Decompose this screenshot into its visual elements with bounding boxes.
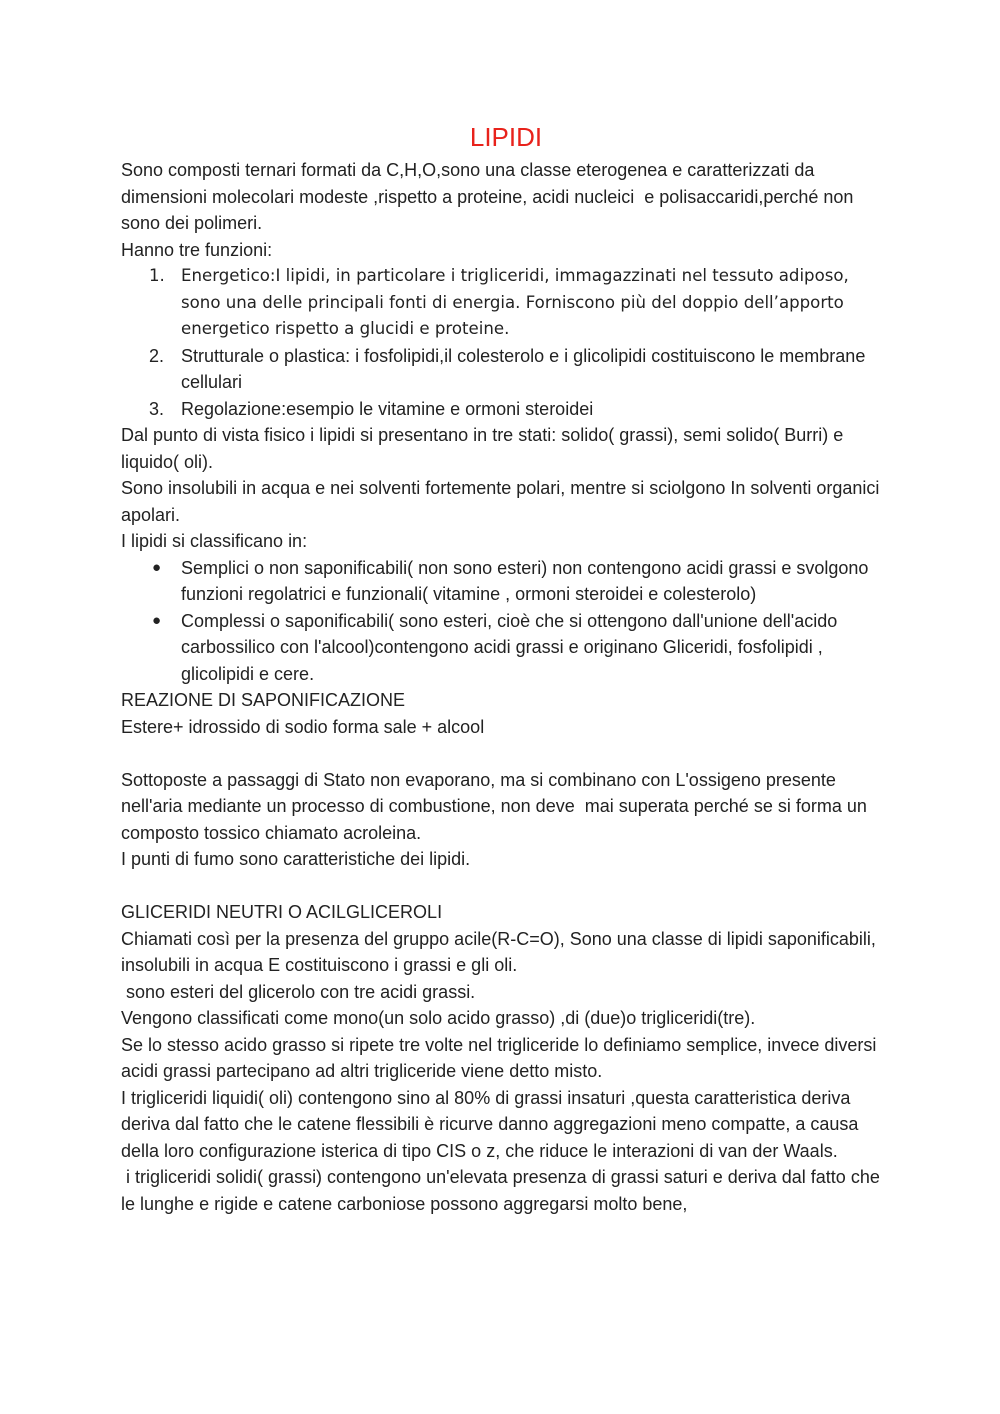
list-item — [121, 608, 891, 688]
list-item-text: Regolazione:esempio le vitamine e ormoni steroidei — [181, 398, 594, 419]
page-title: LIPIDI — [469, 122, 543, 152]
glycerides-paragraph: i trigliceridi solidi( grassi) contengono un'elevata presenza di grassi saturi e deriva dal fatto che le lunghe e rigide e catene carboniose possono aggregarsi molto bene, — [121, 1167, 885, 1214]
glycerides-heading: GLICERIDI NEUTRI O ACILGLICEROLI — [121, 902, 443, 922]
glycerides-paragraph: sono esteri del glicerolo con tre acidi grassi. — [121, 981, 476, 1002]
functions-intro: Hanno tre funzioni: — [121, 239, 273, 260]
list-item — [121, 396, 891, 423]
intro-paragraph: Sono composti ternari formati da C,H,O,sono una classe eterogenea e caratterizzati da dimensioni molecolari modeste ,rispetto a proteine, acidi nucleici e polisaccaridi,perché non sono dei polimeri. — [121, 160, 859, 233]
bullet-icon: ● — [152, 558, 162, 576]
list-number: 2. — [149, 345, 165, 366]
glycerides-paragraph: Chiamati così per la presenza del gruppo acile(R-C=O), Sono una classe di lipidi saponificabili, insolubili in acqua E costituiscono i grassi e gli oli. — [121, 928, 881, 975]
smoke-points-paragraph: I punti di fumo sono caratteristiche dei lipidi. — [121, 849, 471, 869]
glycerides-paragraph: Vengono classificati come mono(un solo acido grasso) ,di (due)o trigliceridi(tre). — [121, 1008, 756, 1028]
list-item — [121, 343, 891, 396]
saponification-heading: REAZIONE DI SAPONIFICAZIONE — [121, 690, 406, 710]
blank-line — [121, 873, 891, 900]
list-number: 1. — [149, 266, 165, 285]
glycerides-paragraph: I trigliceridi liquidi( oli) contengono sino al 80% di grassi insaturi ,questa caratteristica deriva deriva dal fatto che le catene flessibili è ricurve danno aggregazioni meno compatte, a causa della loro configurazione isterica di tipo CIS o z, che riduce le interazioni di van der Waals. — [121, 1087, 864, 1161]
bullet-icon: ● — [152, 611, 162, 629]
list-item — [121, 555, 891, 608]
list-item-text: Energetico:I lipidi, in particolare i trigliceridi, immagazzinati nel tessuto adiposo, sono una delle principali fonti di energia. Forniscono più del doppio dell’apporto energetico rispetto a glucidi e proteine. — [181, 266, 849, 338]
classification-list — [121, 555, 891, 688]
physical-states-paragraph: Dal punto di vista fisico i lipidi si presentano in tre stati: solido( grassi), semi solido( Burri) e liquido( oli). — [121, 425, 849, 472]
blank-line — [121, 740, 891, 767]
list-number: 3. — [149, 398, 165, 419]
saponification-text: Estere+ idrossido di sodio forma sale + alcool — [121, 716, 485, 737]
solubility-paragraph: Sono insolubili in acqua e nei solventi fortemente polari, mentre si sciolgono In solventi organici apolari. — [121, 478, 885, 525]
document-body — [121, 121, 891, 1217]
list-item-text: Complessi o saponificabili( sono esteri, cioè che si ottengono dall'unione dell'acido carbossilico con l'alcool)contengono acidi grassi e originano Gliceridi, fosfolipidi , glicolipidi e cere. — [181, 610, 838, 684]
list-item-text: Semplici o non saponificabili( non sono esteri) non contengono acidi grassi e svolgono funzioni regolatrici e funzionali( vitamine , ormoni steroidei e colesterolo) — [181, 557, 869, 604]
glycerides-paragraph: Se lo stesso acido grasso si ripete tre volte nel trigliceride lo definiamo semplice, invece diversi acidi grassi partecipano ad altri trigliceride viene detto misto. — [121, 1034, 882, 1081]
list-item — [121, 263, 891, 343]
classification-intro: I lipidi si classificano in: — [121, 531, 308, 551]
combustion-paragraph: Sottoposte a passaggi di Stato non evaporano, ma si combinano con L'ossigeno presente nell'aria mediante un processo di combustione, non deve mai superata perché se si forma un composto tossico chiamato acroleina. — [121, 769, 872, 843]
list-item-text: Strutturale o plastica: i fosfolipidi,il colesterolo e i glicolipidi costituiscono le membrane cellulari — [181, 345, 866, 392]
functions-list — [121, 263, 891, 422]
